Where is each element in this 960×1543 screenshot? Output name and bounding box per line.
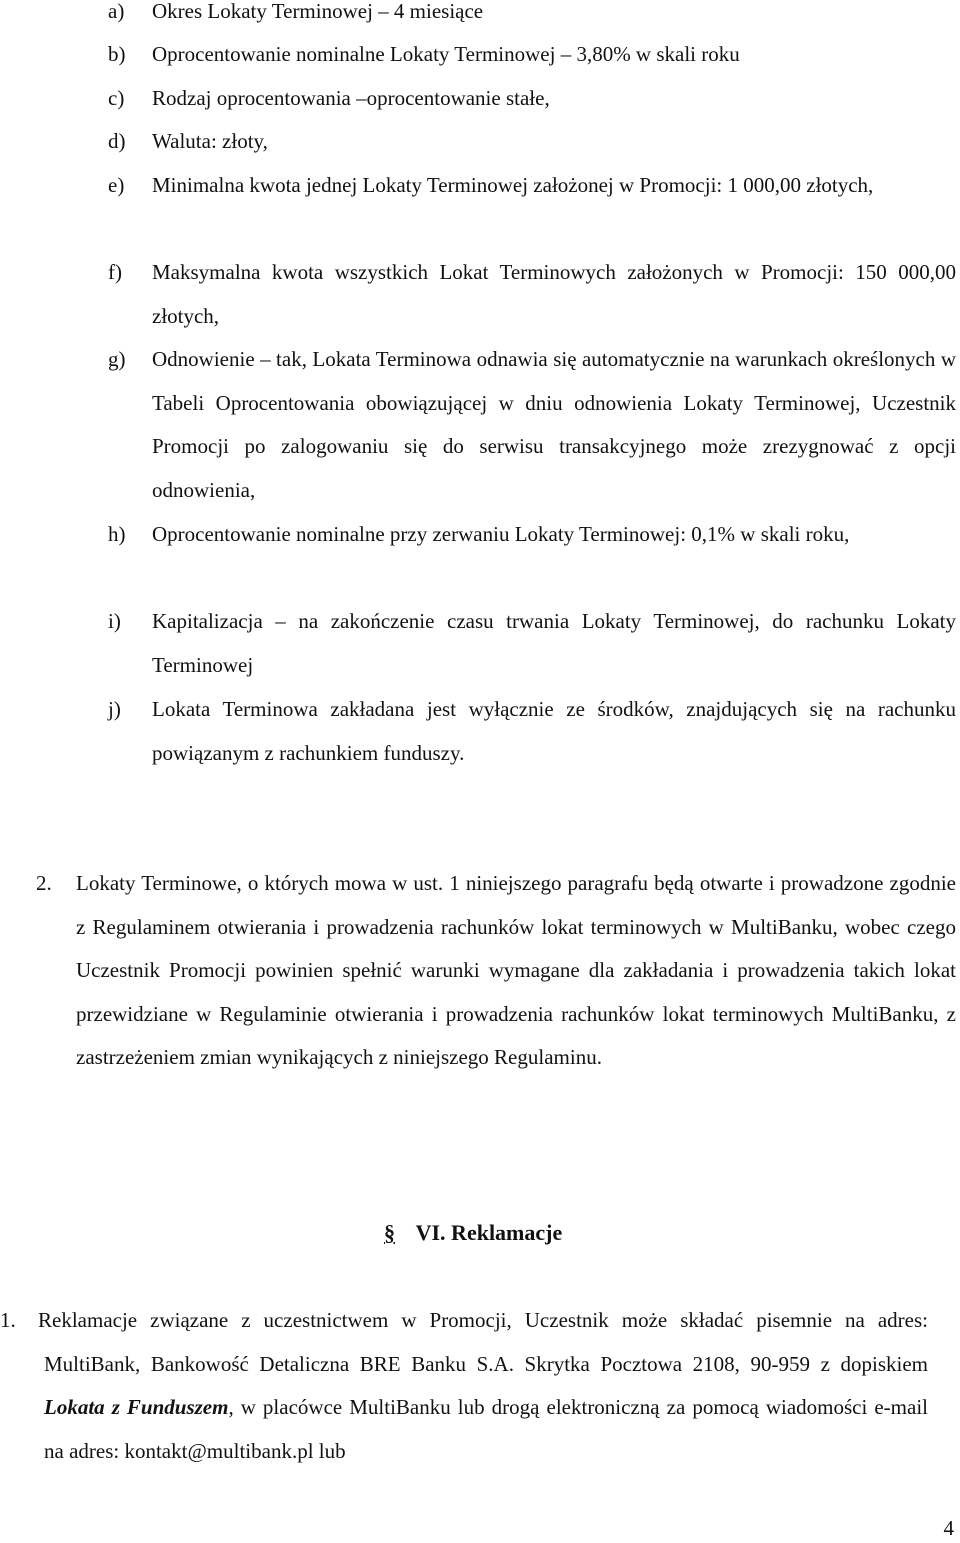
list-item-text: Lokata Terminowa zakładana jest wyłącznie ze środków, znajdujących się na rachunku powiązanym z rachunkiem funduszy. xyxy=(152,697,956,765)
list-item-e xyxy=(108,164,956,208)
list-item-text: Oprocentowanie nominalne Lokaty Terminowej – 3,80% w skali roku xyxy=(152,42,740,66)
paragraph-text-start: Reklamacje związane z uczestnictwem w Promocji, Uczestnik może składać pisemnie na adres: MultiBank, Bankowość Detaliczna BRE Banku S.A. Skrytka Pocztowa 2108, 90-959 z dopiskiem xyxy=(38,1308,928,1376)
emphasized-text: Lokata z Funduszem xyxy=(44,1395,229,1420)
list-item-j xyxy=(108,688,956,775)
paragraph-number: 1. xyxy=(0,1308,16,1332)
section-heading xyxy=(384,1218,562,1248)
list-item-c xyxy=(108,77,956,121)
list-item-text: Minimalna kwota jednej Lokaty Terminowej założonej w Promocji: 1 000,00 złotych, xyxy=(152,173,874,197)
list-item-i xyxy=(108,600,956,687)
list-item-text: Oprocentowanie nominalne przy zerwaniu Lokaty Terminowej: 0,1% w skali roku, xyxy=(152,522,850,546)
paragraph-reklamacje-1 xyxy=(0,1299,928,1473)
list-item-text: Maksymalna kwota wszystkich Lokat Terminowych założonych w Promocji: 150 000,00 złotych, xyxy=(152,260,956,328)
list-item-a xyxy=(108,0,956,34)
list-item-text: Waluta: złoty, xyxy=(152,129,268,153)
list-marker: a) xyxy=(108,0,125,23)
list-item-text: Okres Lokaty Terminowej – 4 miesiące xyxy=(152,0,484,23)
list-marker: f) xyxy=(108,260,122,284)
list-item-b xyxy=(108,33,956,77)
paragraph-text: Lokaty Terminowe, o których mowa w ust. 1 niniejszego paragrafu będą otwarte i prowadzone zgodnie z Regulaminem otwierania i prowadzenia rachunków lokat terminowych w MultiBanku, wobec czego Uczestnik Promocji powinien spełnić warunki wymagane dla zakładania i prowadzenia takich lokat przewidziane w Regulaminie otwierania i prowadzenia rachunków lokat terminowych MultiBanku, z zastrzeżeniem zmian wynikających z niniejszego Regulaminu. xyxy=(76,871,956,1070)
list-item-text: Kapitalizacja – na zakończenie czasu trwania Lokaty Terminowej, do rachunku Lokaty Terminowej xyxy=(152,609,956,677)
paragraph-text xyxy=(38,1299,928,1473)
section-sign: § xyxy=(384,1220,395,1245)
paragraph-text-end: , w placówce MultiBanku lub drogą elektroniczną za pomocą wiadomości e-mail na adres: kontakt@multibank.pl lub xyxy=(44,1395,928,1463)
list-marker: b) xyxy=(108,42,126,66)
list-item-g xyxy=(108,338,956,512)
paragraph-2 xyxy=(36,862,956,1080)
list-marker: e) xyxy=(108,173,125,197)
paragraph-number: 2. xyxy=(36,871,52,895)
list-marker: c) xyxy=(108,86,125,110)
list-marker: g) xyxy=(108,347,126,371)
list-item-text: Odnowienie – tak, Lokata Terminowa odnawia się automatycznie na warunkach określonych w Tabeli Oprocentowania obowiązującej w dniu odnowienia Lokaty Terminowej, Uczestnik Promocji po zalogowaniu się do serwisu transakcyjnego może zrezygnować z opcji odnowienia, xyxy=(152,347,956,502)
list-marker: h) xyxy=(108,522,126,546)
page-number: 4 xyxy=(943,1516,954,1540)
list-item-d xyxy=(108,120,956,164)
list-item-text: Rodzaj oprocentowania –oprocentowanie stałe, xyxy=(152,86,550,110)
section-title: VI. Reklamacje xyxy=(415,1220,563,1245)
list-item-f xyxy=(108,251,956,338)
list-marker: i) xyxy=(108,609,121,633)
list-marker: d) xyxy=(108,129,126,153)
list-marker: j) xyxy=(108,697,121,721)
list-item-h xyxy=(108,513,956,557)
